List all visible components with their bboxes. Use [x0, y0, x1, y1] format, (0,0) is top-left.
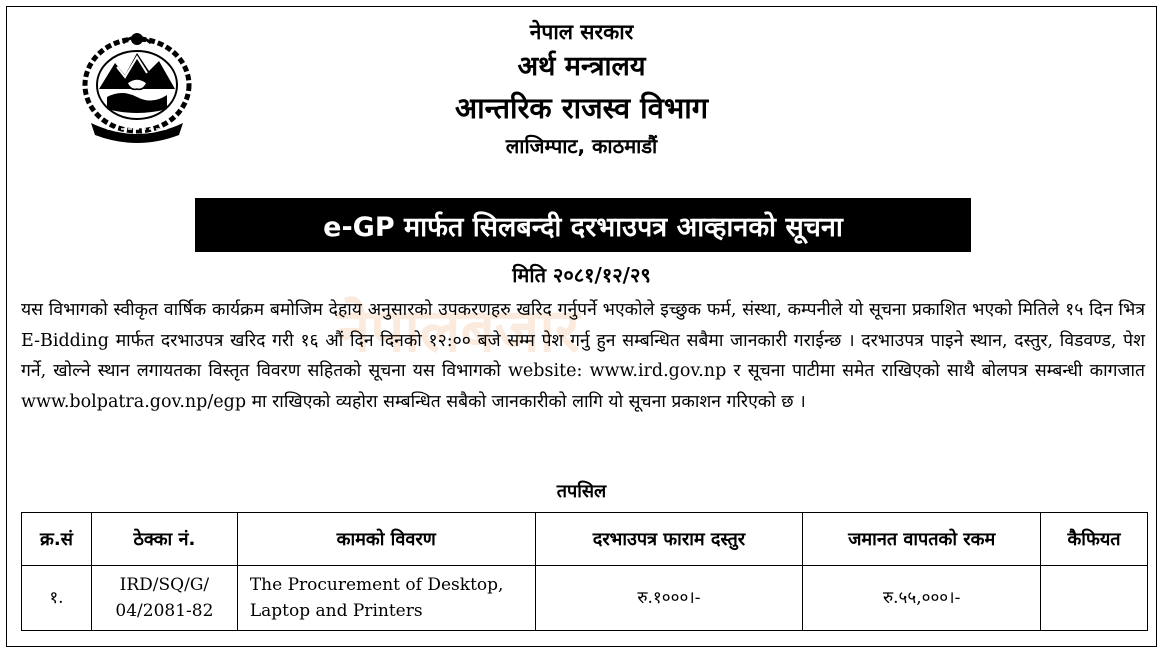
cell-description: The Procurement of Desktop, Laptop and Printers — [237, 566, 535, 631]
government-name: नेपाल सरकार — [529, 20, 634, 44]
cell-contract-no: IRD/SQ/G/ 04/2081-82 — [91, 566, 237, 631]
notice-date: मिति २०८१/१२/२९ — [512, 263, 651, 287]
header-description: कामको विवरण — [237, 513, 535, 566]
cell-serial: १. — [22, 566, 92, 631]
notice-title: e-GP मार्फत सिलबन्दी दरभाउपत्र आव्हानको सूचना — [323, 211, 843, 243]
details-table — [21, 512, 1148, 631]
office-location: लाजिम्पाट, काठमाडौं — [505, 134, 658, 158]
header-contract-no: ठेक्का नं. — [91, 513, 237, 566]
header-form-fee: दरभाउपत्र फाराम दस्तुर — [535, 513, 803, 566]
cell-bid-security: रु.५५,०००।- — [803, 566, 1041, 631]
notice-title-banner — [195, 198, 971, 252]
ministry-name: अर्थ मन्त्रालय — [517, 51, 646, 82]
notice-page — [6, 6, 1157, 647]
watermark: नेपालबजार — [337, 296, 580, 366]
table-row — [22, 566, 1148, 631]
department-name: आन्तरिक राजस्व विभाग — [454, 91, 709, 125]
notice-body: यस विभागको स्वीकृत वार्षिक कार्यक्रम बमोजिम देहाय अनुसारको उपकरणहरु खरिद गर्नुपर्ने भएकोले इच्छुक फर्म, संस्था, कम्पनीले यो सूचना प्रकाशित भएको मितिले १५ दिन भित्र E-Bidding मार्फत दरभाउपत्र खरिद गरी १६ औं दिन दिनको १२:०० बजे सम्म पेश गर्नु हुन सम्बन्धित सबैमा जानकारी गराईन्छ । दरभाउपत्र पाइने स्थान, दस्तुर, विडवण्ड, पेश गर्ने, खोल्ने स्थान लगायतका विस्तृत विवरण सहितको सूचना यस विभागको website: www.ird.gov.np र सूचना पाटीमा समेत राखिएको साथै बोलपत्र सम्बन्धी कागजात www.bolpatra.gov.np/egp मा राखिएको व्यहोरा सम्बन्धित सबैको जानकारीको लागि यो सूचना प्रकाशन गरिएको छ । — [21, 300, 1145, 412]
header-serial: क्र.सं — [22, 513, 92, 566]
header-remarks: कैफियत — [1041, 513, 1148, 566]
details-heading: तपसिल — [556, 481, 607, 502]
table-header-row — [22, 513, 1148, 566]
header — [7, 17, 1156, 163]
cell-remarks — [1041, 566, 1148, 631]
cell-form-fee: रु.१०००।- — [535, 566, 803, 631]
header-bid-security: जमानत वापतको रकम — [803, 513, 1041, 566]
